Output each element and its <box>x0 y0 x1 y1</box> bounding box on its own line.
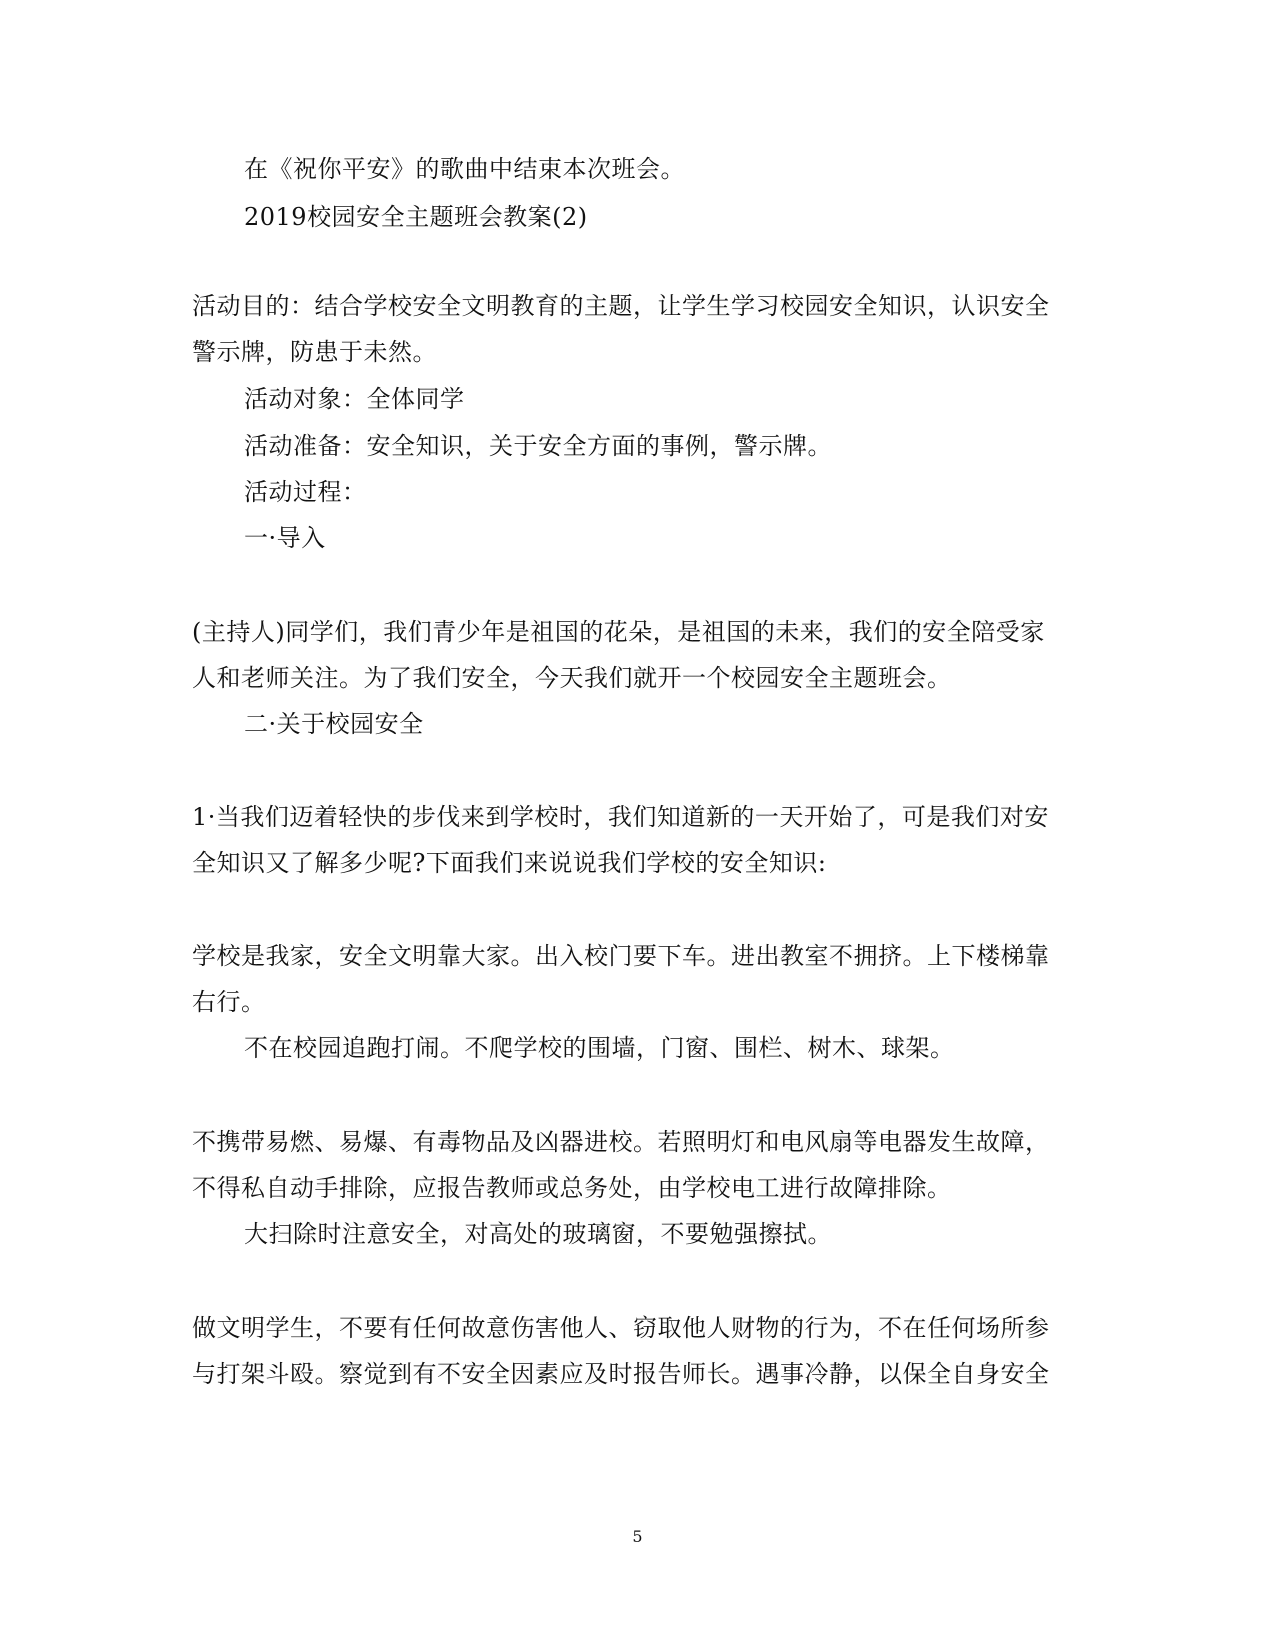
text-line: 活动目的：结合学校安全文明教育的主题，让学生学习校园安全知识，认识安全 <box>192 292 1050 320</box>
text-line: 活动对象：全体同学 <box>244 385 465 413</box>
text-line: 人和老师关注。为了我们安全，今天我们就开一个校园安全主题班会。 <box>192 664 952 692</box>
section-heading: 二·关于校园安全 <box>244 710 424 738</box>
text-line: 活动过程： <box>244 478 367 506</box>
text-line: 活动准备：安全知识，关于安全方面的事例，警示牌。 <box>244 432 832 460</box>
text-line: 全知识又了解多少呢?下面我们来说说我们学校的安全知识: <box>192 849 827 877</box>
text-line: 警示牌，防患于未然。 <box>192 338 437 366</box>
page-number: 5 <box>632 1527 643 1546</box>
section-heading: 一·导入 <box>244 524 326 552</box>
text-line: 与打架斗殴。察觉到有不安全因素应及时报告师长。遇事冷静，以保全自身安全 <box>192 1360 1050 1388</box>
text-line: 做文明学生，不要有任何故意伤害他人、窃取他人财物的行为，不在任何场所参 <box>192 1314 1050 1342</box>
text-line: 不在校园追跑打闹。不爬学校的围墙，门窗、围栏、树木、球架。 <box>244 1034 955 1062</box>
text-line: (主持人)同学们，我们青少年是祖国的花朵，是祖国的未来，我们的安全陪受家 <box>192 618 1045 646</box>
text-line: 在《祝你平安》的歌曲中结束本次班会。 <box>244 155 685 183</box>
section-title: 2019校园安全主题班会教案(2) <box>244 203 588 231</box>
text-line: 大扫除时注意安全，对高处的玻璃窗，不要勉强擦拭。 <box>244 1220 832 1248</box>
text-line: 右行。 <box>192 988 266 1016</box>
text-line: 不携带易燃、易爆、有毒物品及凶器进校。若照明灯和电风扇等电器发生故障， <box>192 1128 1050 1156</box>
text-line: 不得私自动手排除，应报告教师或总务处，由学校电工进行故障排除。 <box>192 1174 952 1202</box>
text-line: 学校是我家，安全文明靠大家。出入校门要下车。进出教室不拥挤。上下楼梯靠 <box>192 942 1050 970</box>
text-line: 1·当我们迈着轻快的步伐来到学校时，我们知道新的一天开始了，可是我们对安 <box>192 803 1049 831</box>
